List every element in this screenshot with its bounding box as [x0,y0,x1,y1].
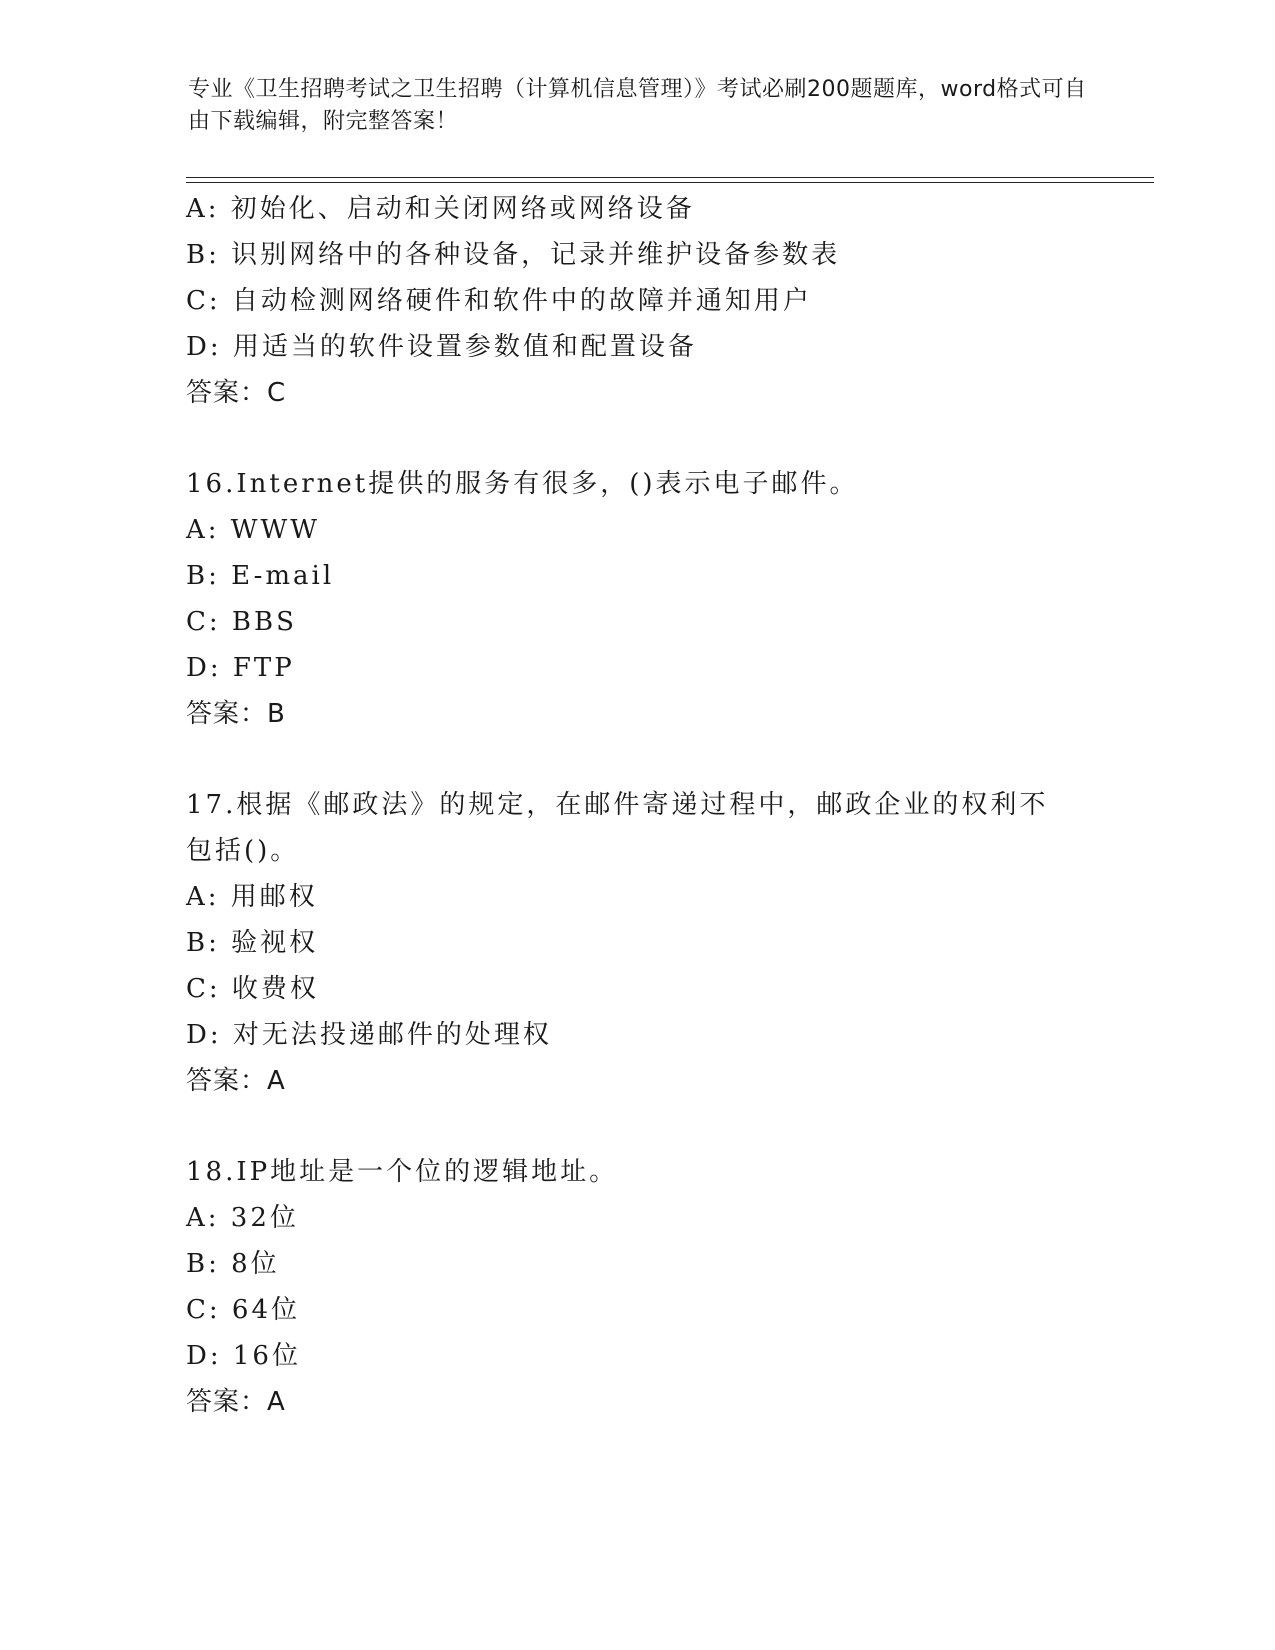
question-16-block [186,461,1086,737]
option-d: D: FTP [186,653,295,683]
option-c: C: 自动检测网络硬件和软件中的故障并通知用户 [186,286,812,316]
question-content [186,186,1086,1425]
spacer [186,737,1086,782]
option-d: D: 用适当的软件设置参数值和配置设备 [186,332,697,362]
option-c: C: 收费权 [186,974,319,1004]
option-a: A: 用邮权 [186,882,318,912]
option-a: A: WWW [186,515,320,545]
header-divider-bottom [186,182,1154,183]
answer-line: 答案：C [186,378,287,408]
answer-line: 答案：B [186,699,286,729]
option-b: B: E-mail [186,561,335,591]
option-c: C: 64位 [186,1295,301,1325]
question-text: 18.IP地址是一个位的逻辑地址。 [186,1157,619,1187]
spacer [186,1104,1086,1149]
question-15-block [186,186,1086,416]
option-d: D: 16位 [186,1341,301,1371]
option-b: B: 8位 [186,1249,280,1279]
option-b: B: 识别网络中的各种设备，记录并维护设备参数表 [186,240,841,270]
option-b: B: 验视权 [186,928,319,958]
answer-line: 答案：A [186,1066,286,1096]
question-17-block [186,782,1086,1104]
question-text: 17.根据《邮政法》的规定，在邮件寄递过程中，邮政企业的权利不包括()。 [186,790,1049,866]
header-divider-top [186,177,1154,178]
document-header: 专业《卫生招聘考试之卫生招聘（计算机信息管理）》考试必刷200题题库，word格式可自由下载编辑，附完整答案！ [188,77,1087,134]
option-d: D: 对无法投递邮件的处理权 [186,1020,552,1050]
question-text: 16.Internet提供的服务有很多，()表示电子邮件。 [186,469,859,499]
spacer [186,416,1086,461]
option-c: C: BBS [186,607,297,637]
answer-line: 答案：A [186,1387,286,1417]
question-18-block [186,1149,1086,1425]
option-a: A: 初始化、启动和关闭网络或网络设备 [186,194,695,224]
option-a: A: 32位 [186,1203,299,1233]
